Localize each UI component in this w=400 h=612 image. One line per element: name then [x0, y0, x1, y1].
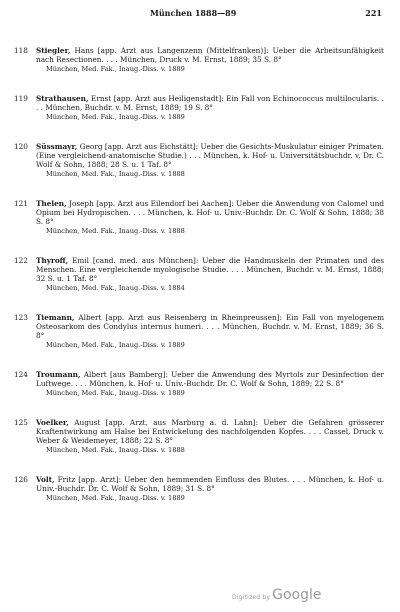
- entry-text: [36, 199, 384, 226]
- watermark-prefix: Digitized by: [232, 594, 271, 601]
- entry-note: München, Med. Fak., Inaug.-Diss. v. 1889: [46, 341, 185, 349]
- entry-number: 125: [14, 418, 28, 427]
- digitized-watermark: [232, 584, 321, 603]
- entry-description: Ernst [app. Arzt aus Heiligenstadt]: Ein Fall von Echinococcus multilocularis. . . . München, Buchdr. v. M. Ernst, 1889; 19 S. 8°: [36, 94, 384, 112]
- entry-number: 123: [14, 313, 28, 322]
- entry-list: [0, 46, 400, 523]
- page-number: 221: [365, 8, 382, 18]
- entry-number: 120: [14, 142, 28, 151]
- list-item: [14, 46, 384, 74]
- entry-number: 119: [14, 94, 28, 103]
- list-item: [14, 418, 384, 455]
- entry-description: Fritz [app. Arzt]: Ueber den hemmenden Einfluss des Blutes. . . . München, k. Hof- u. Univ.-Buchdr. Dr. C. Wolf & Sohn, 1889; 31 S. 8°: [36, 475, 384, 493]
- entry-text: [36, 418, 384, 445]
- entry-text: [36, 475, 384, 493]
- entry-number: 124: [14, 370, 28, 379]
- entry-text: [36, 142, 384, 169]
- entry-author: Strathausen,: [36, 94, 89, 103]
- entry-author: Voelker,: [36, 418, 69, 427]
- entry-author: Troumann,: [36, 370, 81, 379]
- entry-author: Thelen,: [36, 199, 67, 208]
- entry-description: Albert [app. Arzt aus Reisenberg in Rheinpreussen]: Ein Fall von myelogenem Osteosarkom des Condylus internus humeri. . . . München, Buchdr. v. M. Ernst, 1889; 36 S. 8°: [36, 313, 384, 340]
- entry-author: Volt,: [36, 475, 55, 484]
- list-item: [14, 142, 384, 179]
- entry-note: München, Med. Fak., Inaug.-Diss. v. 1888: [46, 446, 185, 454]
- list-item: [14, 475, 384, 503]
- entry-description: Joseph [app. Arzt aus Eilendorf bei Aachen]: Ueber die Anwendung von Calomel und Opium bei Hydropischen. . . . München, k. Hof- u. Univ.-Buchdr. Dr. C. Wolf & Sohn, 1888; 38 S. 8°: [36, 199, 384, 226]
- entry-number: 126: [14, 475, 28, 484]
- entry-text: [36, 313, 384, 340]
- list-item: [14, 94, 384, 122]
- entry-note: München, Med. Fak., Inaug.-Diss. v. 1888: [46, 170, 185, 178]
- entry-description: Emil [cand. med. aus München]: Ueber die Handmuskeln der Primaten und des Menschen. Eine vergleichende myologische Studie. . . . München, Buchdr. v. M. Ernst, 1888; 32 S. u. 1 Taf. 8°: [36, 256, 384, 283]
- entry-note: München, Med. Fak., Inaug.-Diss. v. 1889: [46, 389, 185, 397]
- list-item: [14, 256, 384, 293]
- entry-note: München, Med. Fak., Inaug.-Diss. v. 1889: [46, 494, 185, 502]
- entry-note: München, Med. Fak., Inaug.-Diss. v. 1888: [46, 227, 185, 235]
- google-logo: Google: [272, 587, 322, 603]
- entry-number: 122: [14, 256, 28, 265]
- entry-author: Thyroff,: [36, 256, 69, 265]
- entry-description: Hans [app. Arzt aus Langenzenn (Mittelfranken)]: Ueber die Arbeitsunfähigkeit nach Resectionen. . . . München, Druck v. M. Ernst, 1889; 35 S. 8°: [36, 46, 384, 64]
- list-item: [14, 370, 384, 398]
- entry-note: München, Med. Fak., Inaug.-Diss. v. 1889: [46, 65, 185, 73]
- page-title: München 1888—89: [150, 8, 237, 18]
- entry-note: München, Med. Fak., Inaug.-Diss. v. 1884: [46, 284, 185, 292]
- entry-description: August [app. Arzt, aus Marburg a. d. Lahn]: Ueber die Gefahren grösserer Kraftentwirkung am Halse bei Entwickelung des nachfolgenden Kopfes. . . . Cassel, Druck v. Weber & Weidemeyer, 1888; 22 S. 8°: [36, 418, 384, 445]
- entry-author: Süssmayr,: [36, 142, 78, 151]
- entry-author: Stiegler,: [36, 46, 71, 55]
- entry-number: 121: [14, 199, 28, 208]
- entry-number: 118: [14, 46, 28, 55]
- entry-description: Georg [app. Arzt aus Eichstätt]: Ueber die Gesichts-Muskulatur einiger Primaten. (Eine vergleichend-anatomische Studie.) . . . München, k. Hof- u. Universitätsbuchdr. v. Dr. C. Wolf & Sohn, 1888; 28 S. u. 1 Taf. 8°: [36, 142, 384, 169]
- entry-text: [36, 94, 384, 112]
- entry-text: [36, 46, 384, 64]
- list-item: [14, 313, 384, 350]
- list-item: [14, 199, 384, 236]
- entry-note: München, Med. Fak., Inaug.-Diss. v. 1889: [46, 113, 185, 121]
- page-header: [0, 8, 400, 22]
- entry-description: Albert [aus Bamberg]: Ueber die Anwendung des Myrtols zur Desinfection der Luftwege. . . . München, k. Hof- u. Univ.-Buchdr. Dr. C. Wolf & Sohn, 1889; 22 S. 8°: [36, 370, 384, 388]
- entry-text: [36, 370, 384, 388]
- entry-text: [36, 256, 384, 283]
- entry-author: Tiemann,: [36, 313, 75, 322]
